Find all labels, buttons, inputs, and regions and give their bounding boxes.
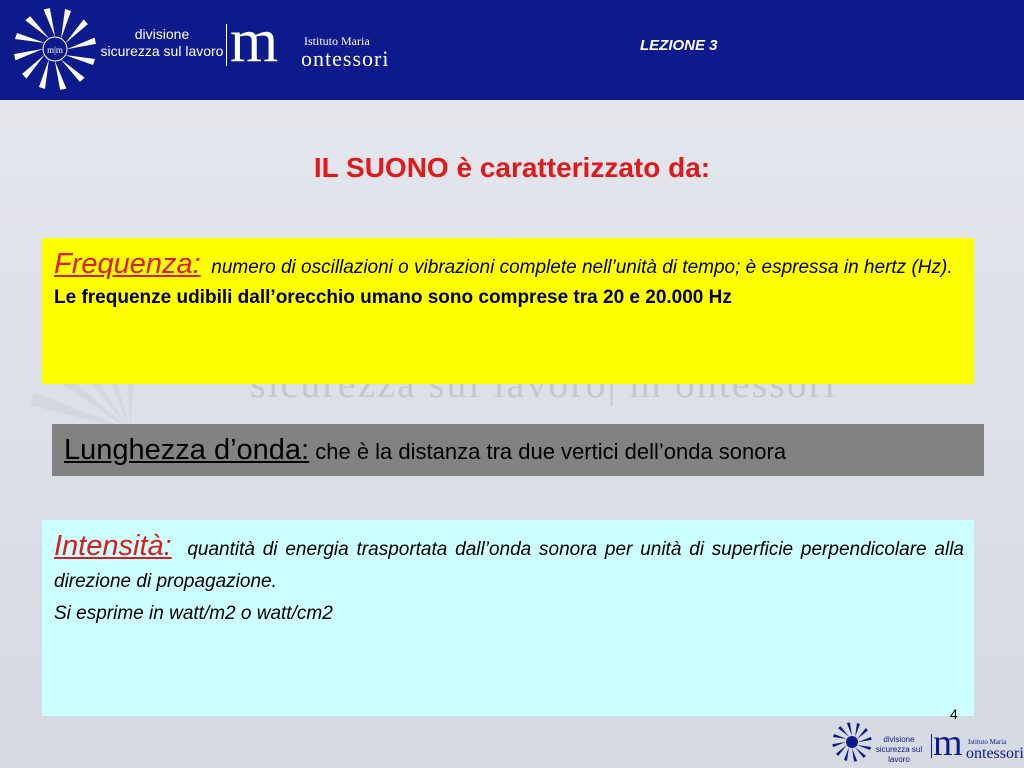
lunghezza-box [52, 424, 984, 476]
frequenza-term: Frequenza: [54, 248, 201, 280]
header-divider [226, 24, 227, 66]
footer-brand-ontessori: ontessori [966, 745, 1024, 762]
lesson-label: LEZIONE 3 [640, 37, 718, 54]
brand-istituto: Istituto Maria [304, 34, 370, 48]
division-label [98, 26, 226, 60]
intensita-term: Intensità: [54, 530, 172, 562]
division-line-2: sicurezza sul lavoro [100, 43, 224, 59]
frequenza-note: Le frequenze udibili dall’orecchio umano sono comprese tra 20 e 20.000 Hz [54, 287, 732, 308]
footer-division-line-1: divisione [883, 735, 915, 744]
intensita-box [42, 520, 974, 716]
frequenza-paragraph [54, 248, 964, 284]
intensita-paragraph [54, 530, 964, 598]
logo-inner-text: m|m [47, 45, 63, 55]
intensita-desc: quantità di energia trasportata dall’onda sonora per unità di superficie perpendicolare alla direzione di propagazione. [54, 539, 964, 592]
intensita-note: Si esprime in watt/m2 o watt/cm2 [54, 603, 333, 624]
footer-brand-m: m [933, 722, 963, 764]
footer-sunburst-icon [832, 722, 872, 762]
brand-ontessori: ontessori [301, 46, 390, 71]
footer-brand-istituto: Istituto Maria [968, 738, 1007, 746]
header-bar [0, 0, 1024, 100]
page-number: 4 [950, 706, 958, 722]
sunburst-logo-icon [12, 6, 98, 92]
brand-m: m [230, 7, 279, 75]
division-line-1: divisione [134, 26, 190, 42]
lunghezza-term: Lunghezza d’onda: [64, 434, 310, 466]
slide-title: IL SUONO è caratterizzato da: [313, 152, 711, 183]
footer-divider [931, 734, 932, 758]
lunghezza-desc: che è la distanza tra due vertici dell’onda sonora [315, 439, 787, 464]
lunghezza-paragraph [64, 434, 787, 466]
footer-division-label [868, 735, 930, 765]
frequenza-box [42, 238, 974, 384]
footer-division-line-2: sicurezza sul lavoro [875, 745, 923, 764]
frequenza-desc: numero di oscillazioni o vibrazioni complete nell’unità di tempo; è espressa in hertz (Hz). [211, 257, 953, 278]
